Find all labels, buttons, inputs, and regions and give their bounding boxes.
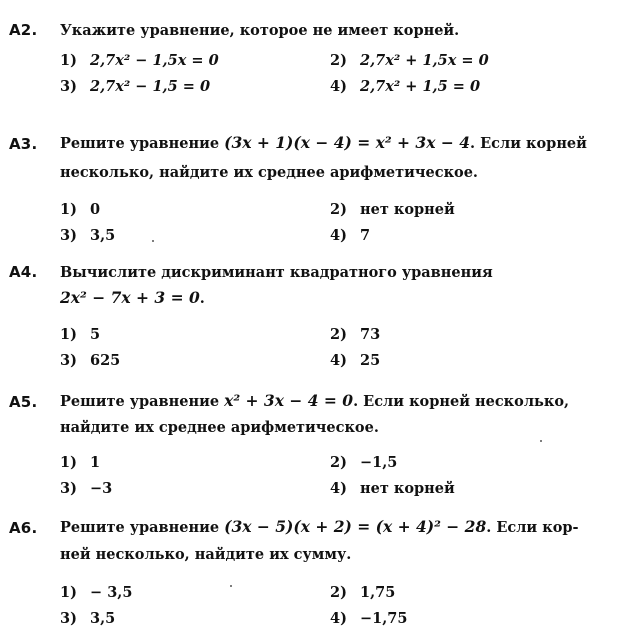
question-number: A2.	[9, 21, 38, 39]
option-1: 1) 0	[60, 201, 101, 218]
question-text-line-2: ней несколько, найдите их сумму.	[60, 546, 352, 563]
question-number: A5.	[9, 393, 38, 411]
option-value: 3,5	[90, 610, 116, 627]
question-text: Решите уравнение x² + 3x − 4 = 0. Если корней несколько,	[60, 391, 570, 410]
option-1: 1) 2,7x² − 1,5x = 0	[60, 52, 219, 69]
option-value: 1	[90, 454, 101, 471]
option-4: 4) 25	[330, 352, 381, 369]
question-text: Решите уравнение (3x − 5)(x + 2) = (x + 4)² − 28. Если кор-	[60, 517, 579, 536]
scan-speck	[152, 240, 154, 242]
option-4: 4) нет корней	[330, 480, 455, 497]
option-2: 2) нет корней	[330, 201, 455, 218]
option-value: − 3,5	[90, 584, 133, 601]
option-3: 3) 625	[60, 352, 121, 369]
option-value: 2,7x² + 1,5x = 0	[360, 52, 489, 69]
option-value: 2,7x² − 1,5 = 0	[90, 78, 211, 95]
option-value: −1,5	[360, 454, 398, 471]
option-value: нет корней	[360, 480, 455, 497]
question-equation-line: 2x² − 7x + 3 = 0.	[60, 288, 205, 307]
option-3: 3) 3,5	[60, 227, 116, 244]
option-value: 3,5	[90, 227, 116, 244]
option-1: 1) 1	[60, 454, 101, 471]
option-value: 7	[360, 227, 371, 244]
question-number: A4.	[9, 263, 38, 281]
option-value: 25	[360, 352, 381, 369]
option-value: −3	[90, 480, 113, 497]
option-value: 625	[90, 352, 121, 369]
option-value: 2,7x² − 1,5x = 0	[90, 52, 219, 69]
option-2: 2) −1,5	[330, 454, 398, 471]
option-value: −1,75	[360, 610, 408, 627]
question-text: Решите уравнение (3x + 1)(x − 4) = x² + 3x − 4. Если корней	[60, 133, 587, 152]
question-text: Вычислите дискриминант квадратного уравнения	[60, 264, 493, 281]
option-4: 4) −1,75	[330, 610, 408, 627]
option-4: 4) 7	[330, 227, 371, 244]
option-2: 2) 1,75	[330, 584, 396, 601]
question-text-line-2: несколько, найдите их среднее арифметическое.	[60, 164, 478, 181]
scan-speck	[540, 440, 542, 442]
question-text-line-2: найдите их среднее арифметическое.	[60, 419, 379, 436]
option-value: нет корней	[360, 201, 455, 218]
equation: (3x + 1)(x − 4) = x² + 3x − 4	[224, 133, 471, 152]
option-2: 2) 2,7x² + 1,5x = 0	[330, 52, 489, 69]
option-1: 1) − 3,5	[60, 584, 133, 601]
option-3: 3) 3,5	[60, 610, 116, 627]
option-3: 3) −3	[60, 480, 113, 497]
option-2: 2) 73	[330, 326, 381, 343]
question-number: A3.	[9, 135, 38, 153]
option-value: 5	[90, 326, 101, 343]
equation: x² + 3x − 4 = 0	[224, 391, 354, 410]
question-number: A6.	[9, 519, 38, 537]
question-text: Укажите уравнение, которое не имеет корней.	[60, 22, 460, 39]
option-value: 2,7x² + 1,5 = 0	[360, 78, 481, 95]
option-value: 73	[360, 326, 381, 343]
option-1: 1) 5	[60, 326, 101, 343]
option-value: 0	[90, 201, 101, 218]
equation: 2x² − 7x + 3 = 0	[60, 288, 200, 307]
equation: (3x − 5)(x + 2) = (x + 4)² − 28	[224, 517, 487, 536]
scan-speck	[230, 585, 232, 587]
option-value: 1,75	[360, 584, 396, 601]
option-3: 3) 2,7x² − 1,5 = 0	[60, 78, 211, 95]
option-4: 4) 2,7x² + 1,5 = 0	[330, 78, 481, 95]
